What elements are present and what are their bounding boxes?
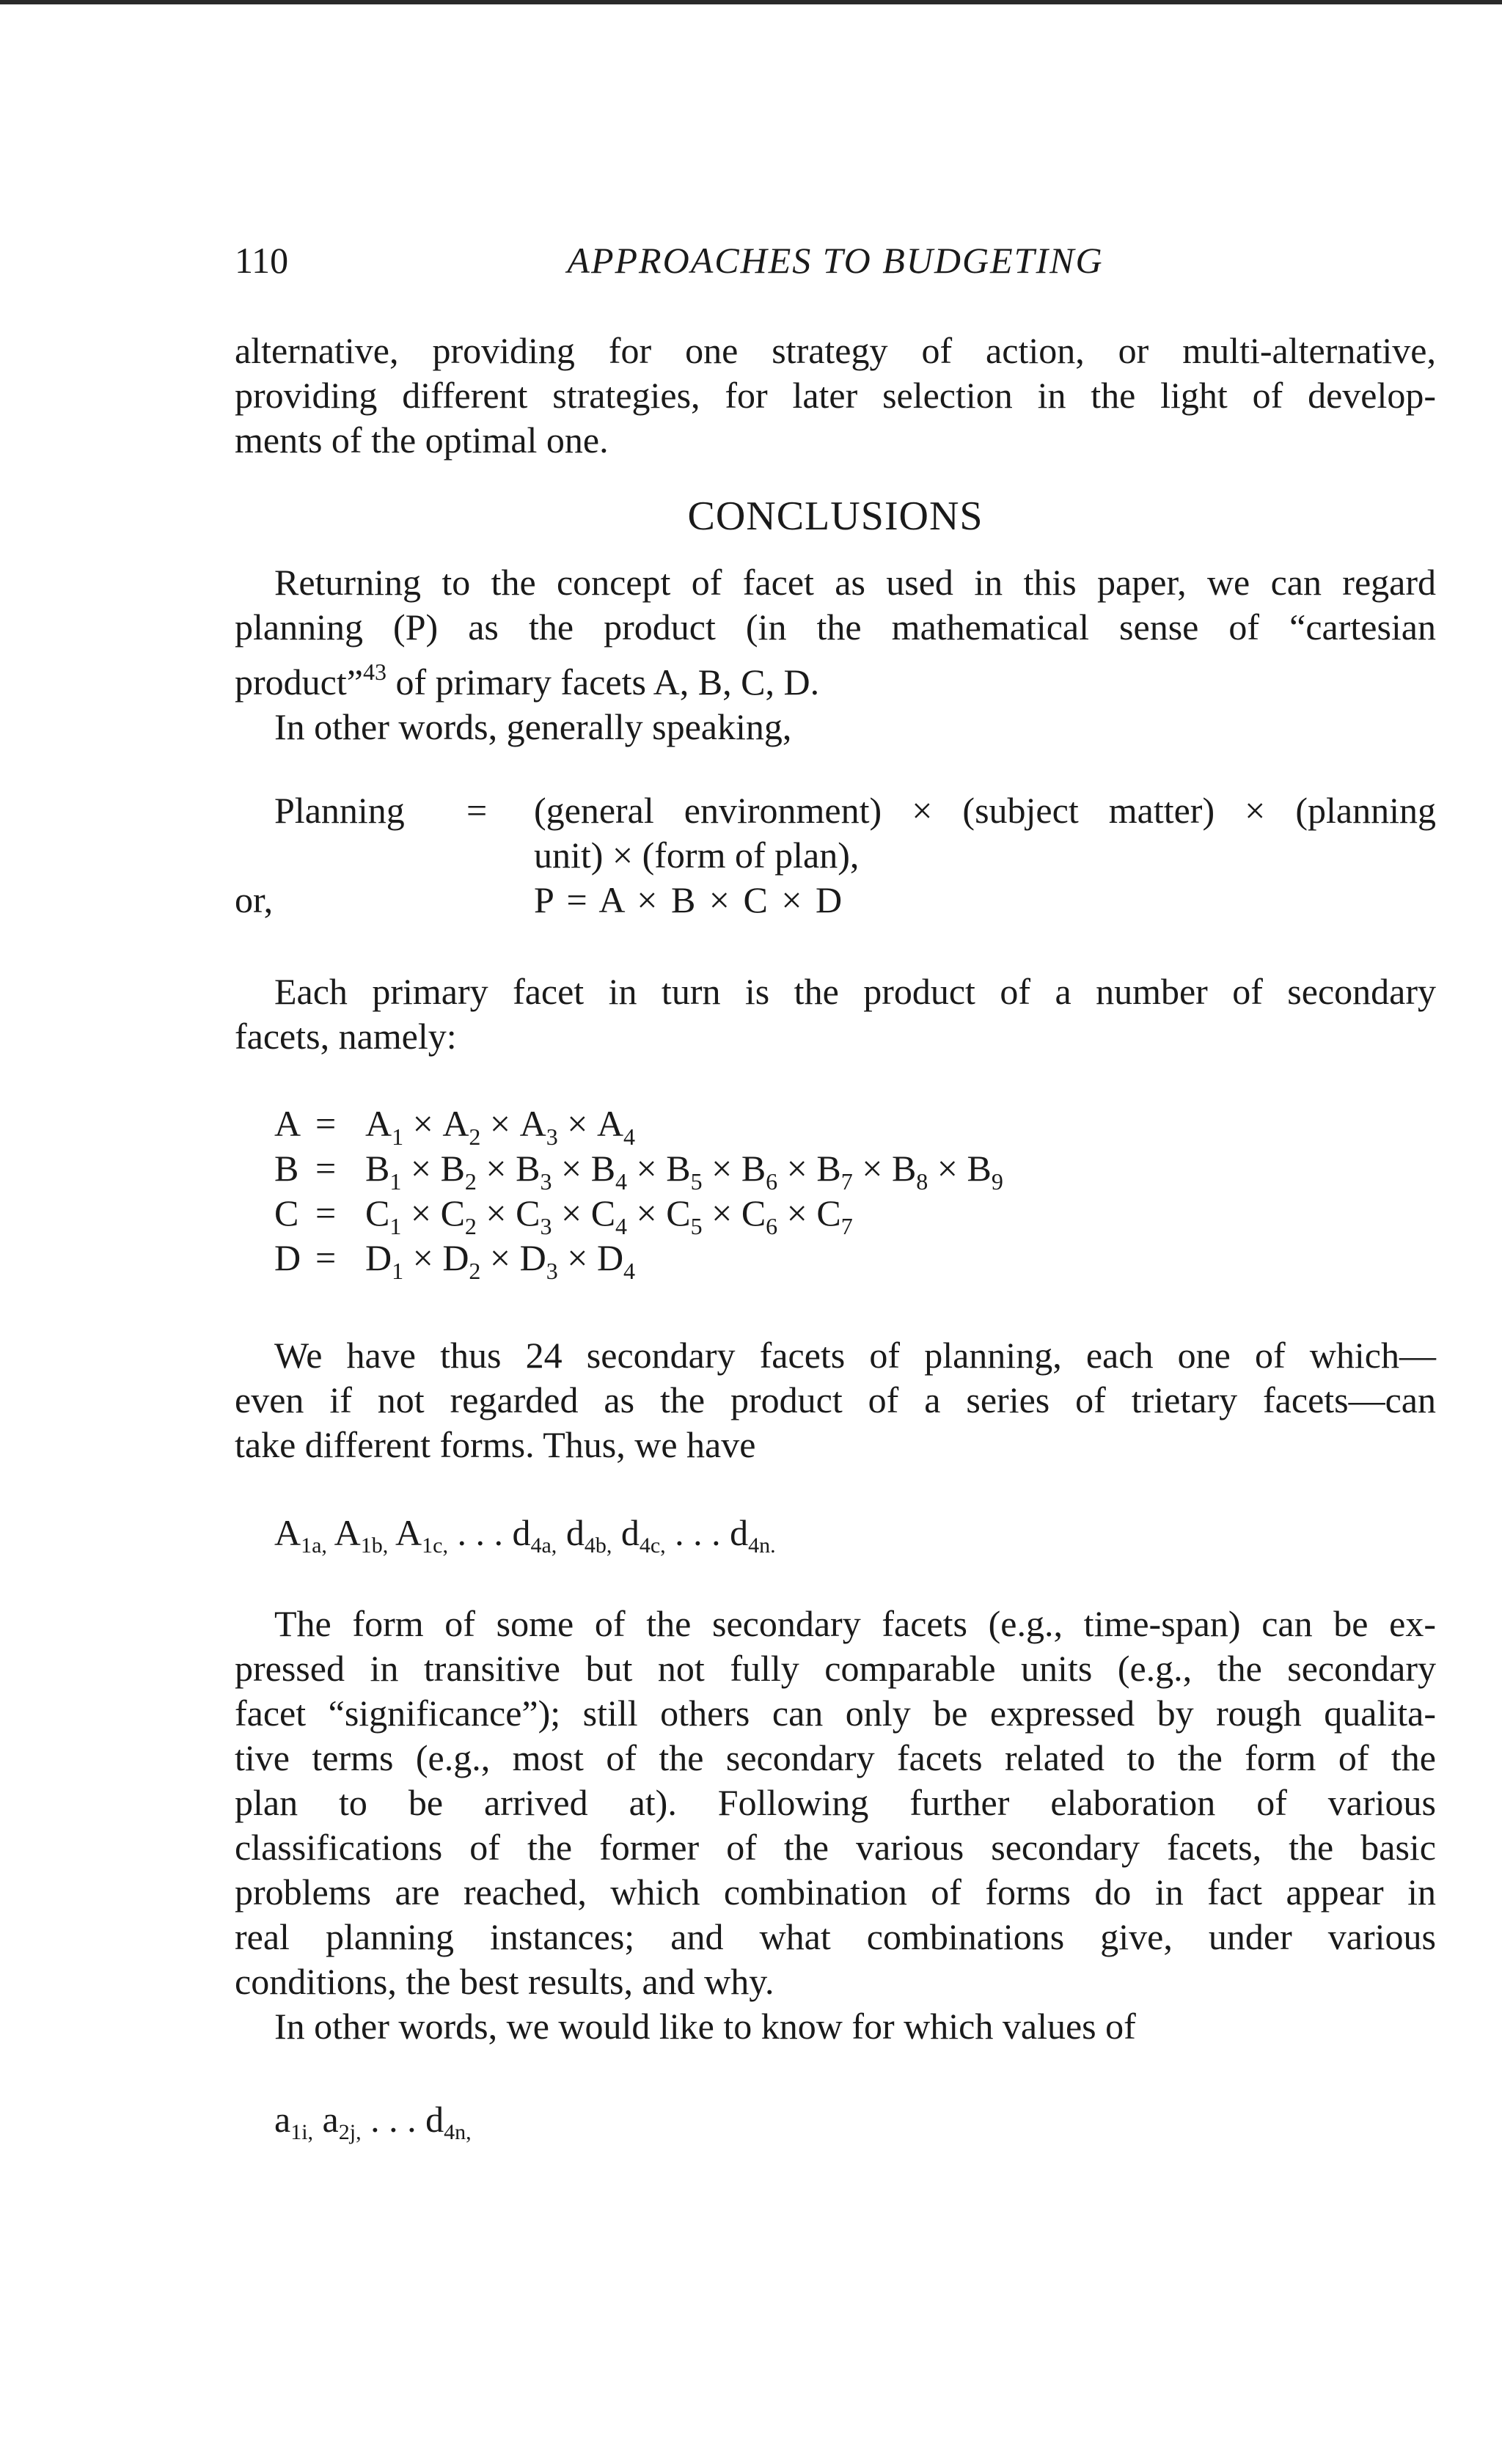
form-subscript: 1a, xyxy=(301,1533,327,1558)
text-line: alternative, providing for one strategy of action, or multi-alternative, xyxy=(235,330,1436,371)
facet-subscript: 5 xyxy=(690,1168,703,1195)
text-line: plan to be arrived at). Following further elaboration of various xyxy=(235,1782,1436,1823)
facet-symbol: B xyxy=(891,1148,917,1189)
running-head: APPROACHES TO BUDGETING xyxy=(567,240,1104,281)
forms-list xyxy=(274,1511,776,1568)
form-symbol: d xyxy=(612,1512,640,1553)
facet-symbol: B xyxy=(967,1148,992,1189)
text-line: Each primary facet in turn is the product of a number of secondary xyxy=(274,971,1436,1012)
times-sign: × xyxy=(627,1148,667,1189)
text-line: facets, namely: xyxy=(235,1016,457,1057)
facet-symbol: C xyxy=(741,1192,766,1233)
facet-subscript: 3 xyxy=(546,1123,558,1150)
facet-subscript: 4 xyxy=(623,1123,636,1150)
facet-symbol: D xyxy=(596,1237,624,1278)
facet-symbol: A xyxy=(596,1103,624,1144)
times-sign: × xyxy=(552,1192,591,1233)
times-sign: × xyxy=(777,1192,817,1233)
text-line: problems are reached, which combination of forms do in fact appear in xyxy=(235,1871,1436,1913)
times-sign: × xyxy=(702,1148,741,1189)
facet-symbol: B xyxy=(516,1148,541,1189)
text-line: providing different strategies, for later selection in the light of develop- xyxy=(235,375,1436,416)
text-line: ments of the optimal one. xyxy=(235,419,609,461)
value-subscript: 1i, xyxy=(290,2120,314,2144)
times-sign: × xyxy=(476,1148,516,1189)
form-subscript: 4c, xyxy=(639,1533,666,1558)
facet-subscript: 5 xyxy=(690,1213,703,1239)
facet-subscript: 7 xyxy=(840,1168,853,1195)
times-sign: × xyxy=(627,1192,667,1233)
facet-subscript: 1 xyxy=(389,1168,402,1195)
facet-symbol: C xyxy=(365,1192,390,1233)
facet-symbol: D xyxy=(365,1237,392,1278)
facet-symbol: A xyxy=(519,1103,546,1144)
facet-symbol: D xyxy=(274,1237,301,1278)
facet-subscript: 6 xyxy=(766,1168,778,1195)
facet-symbol: A xyxy=(274,1103,301,1144)
equation-rhs-line: (general environment) × (subject matter) × (planning xyxy=(534,790,1436,831)
times-sign: × xyxy=(480,1103,520,1144)
paragraph-forms xyxy=(235,1602,1436,2049)
value-symbol: a xyxy=(274,2099,291,2140)
form-symbol: . . . d xyxy=(447,1512,531,1553)
text-line: The form of some of the secondary facets (e.g., time-span) can be ex- xyxy=(274,1603,1436,1644)
facet-symbol: B xyxy=(274,1148,299,1189)
times-sign: × xyxy=(777,1148,817,1189)
paragraph-primary-facets xyxy=(235,969,1436,1059)
facet-subscript: 7 xyxy=(840,1213,853,1239)
text-fragment: product” xyxy=(235,661,363,703)
text-line: In other words, we would like to know for which values of xyxy=(274,2006,1136,2047)
text-line: Returning to the concept of facet as used in this paper, we can regard xyxy=(274,562,1436,603)
text-line xyxy=(235,650,1436,705)
text-line: pressed in transitive but not fully comparable units (e.g., the secondary xyxy=(235,1648,1436,1689)
footnote-marker: 43 xyxy=(362,659,387,685)
facet-symbol: D xyxy=(442,1237,469,1278)
facet-subscript: 4 xyxy=(623,1258,636,1284)
text-line: tive terms (e.g., most of the secondary facets related to the form of the xyxy=(235,1737,1436,1778)
facet-subscript: 1 xyxy=(392,1258,404,1284)
times-sign: × xyxy=(552,1148,591,1189)
facet-subscript: 3 xyxy=(540,1168,552,1195)
times-sign: × xyxy=(557,1237,597,1278)
facet-subscript: 4 xyxy=(615,1168,628,1195)
paragraph-conclusions xyxy=(235,560,1436,749)
form-subscript: 4n. xyxy=(748,1533,776,1558)
paragraph-continuation xyxy=(235,329,1436,463)
text-line: conditions, the best results, and why. xyxy=(235,1961,774,2002)
equals-sign: = xyxy=(315,1148,337,1189)
value-symbol: . . . d xyxy=(361,2099,444,2140)
facet-symbol: A xyxy=(365,1103,392,1144)
text-line: take different forms. Thus, we have xyxy=(235,1424,756,1465)
times-sign: × xyxy=(557,1103,597,1144)
text-line: We have thus 24 secondary facets of planning, each one of which— xyxy=(274,1335,1436,1376)
facet-symbol: B xyxy=(816,1148,841,1189)
facet-symbol: B xyxy=(741,1148,766,1189)
equation-rhs-line: unit) × (form of plan), xyxy=(534,835,860,876)
paragraph-secondary-facets xyxy=(235,1333,1436,1467)
form-symbol: A xyxy=(274,1512,301,1553)
text-line: In other words, generally speaking, xyxy=(274,706,792,747)
times-sign: × xyxy=(476,1192,516,1233)
equation-label: Planning xyxy=(274,790,405,831)
form-symbol: d xyxy=(557,1512,585,1553)
equals-sign: = xyxy=(315,1103,337,1144)
facet-subscript: 2 xyxy=(469,1258,481,1284)
value-subscript: 4n, xyxy=(444,2120,472,2144)
page-header xyxy=(235,239,1436,290)
facet-subscript: 2 xyxy=(464,1168,477,1195)
facet-symbol: A xyxy=(442,1103,469,1144)
times-sign: × xyxy=(480,1237,520,1278)
text-fragment: of primary facets A, B, C, D. xyxy=(386,661,820,703)
value-subscript: 2j, xyxy=(338,2120,362,2144)
facet-subscript: 1 xyxy=(389,1213,402,1239)
equals-sign: = xyxy=(315,1192,337,1233)
times-sign: × xyxy=(928,1148,967,1189)
facet-symbol: C xyxy=(440,1192,465,1233)
times-sign: × xyxy=(403,1103,443,1144)
text-line: planning (P) as the product (in the mathematical sense of “cartesian xyxy=(235,606,1436,648)
form-subscript: 1b, xyxy=(360,1533,389,1558)
form-symbol: A xyxy=(326,1512,361,1553)
section-heading: CONCLUSIONS xyxy=(687,494,983,539)
equation-short-form: P = A × B × C × D xyxy=(534,879,843,920)
equals-sign: = xyxy=(315,1237,337,1278)
facet-symbol: D xyxy=(519,1237,546,1278)
facet-subscript: 2 xyxy=(469,1123,481,1150)
facet-symbol: C xyxy=(666,1192,691,1233)
value-symbol: a xyxy=(313,2099,339,2140)
times-sign: × xyxy=(401,1148,441,1189)
facet-symbol: C xyxy=(590,1192,616,1233)
times-sign: × xyxy=(702,1192,741,1233)
top-edge-rule xyxy=(0,0,1502,4)
text-line: even if not regarded as the product of a series of trietary facets—can xyxy=(235,1379,1436,1420)
facet-subscript: 4 xyxy=(615,1213,628,1239)
times-sign: × xyxy=(852,1148,892,1189)
facet-symbol: B xyxy=(440,1148,465,1189)
values-list xyxy=(274,2097,472,2155)
times-sign: × xyxy=(403,1237,443,1278)
facet-subscript: 8 xyxy=(916,1168,928,1195)
times-sign: × xyxy=(401,1192,441,1233)
facet-subscript: 2 xyxy=(464,1213,477,1239)
form-symbol: A xyxy=(388,1512,422,1553)
form-subscript: 4a, xyxy=(530,1533,557,1558)
facet-symbol: C xyxy=(274,1192,299,1233)
facet-subscript: 3 xyxy=(546,1258,558,1284)
facet-symbol: B xyxy=(666,1148,691,1189)
equation-label: or, xyxy=(235,879,274,920)
facet-subscript: 3 xyxy=(540,1213,552,1239)
text-line: facet “significance”); still others can only be expressed by rough qualita- xyxy=(235,1693,1436,1734)
facet-subscript: 6 xyxy=(766,1213,778,1239)
facet-symbol: B xyxy=(590,1148,616,1189)
equals-sign: = xyxy=(466,790,488,831)
text-line: real planning instances; and what combinations give, under various xyxy=(235,1916,1436,1957)
form-subscript: 1c, xyxy=(422,1533,448,1558)
facet-symbol: C xyxy=(816,1192,841,1233)
page-number: 110 xyxy=(235,240,289,281)
form-subscript: 4b, xyxy=(584,1533,612,1558)
form-symbol: . . . d xyxy=(665,1512,749,1553)
text-line: classifications of the former of the various secondary facets, the basic xyxy=(235,1827,1436,1868)
facet-symbol: B xyxy=(365,1148,390,1189)
facet-symbol: C xyxy=(516,1192,541,1233)
facet-subscript: 9 xyxy=(991,1168,1003,1195)
facet-subscript: 1 xyxy=(392,1123,404,1150)
facet-product xyxy=(365,1236,635,1294)
